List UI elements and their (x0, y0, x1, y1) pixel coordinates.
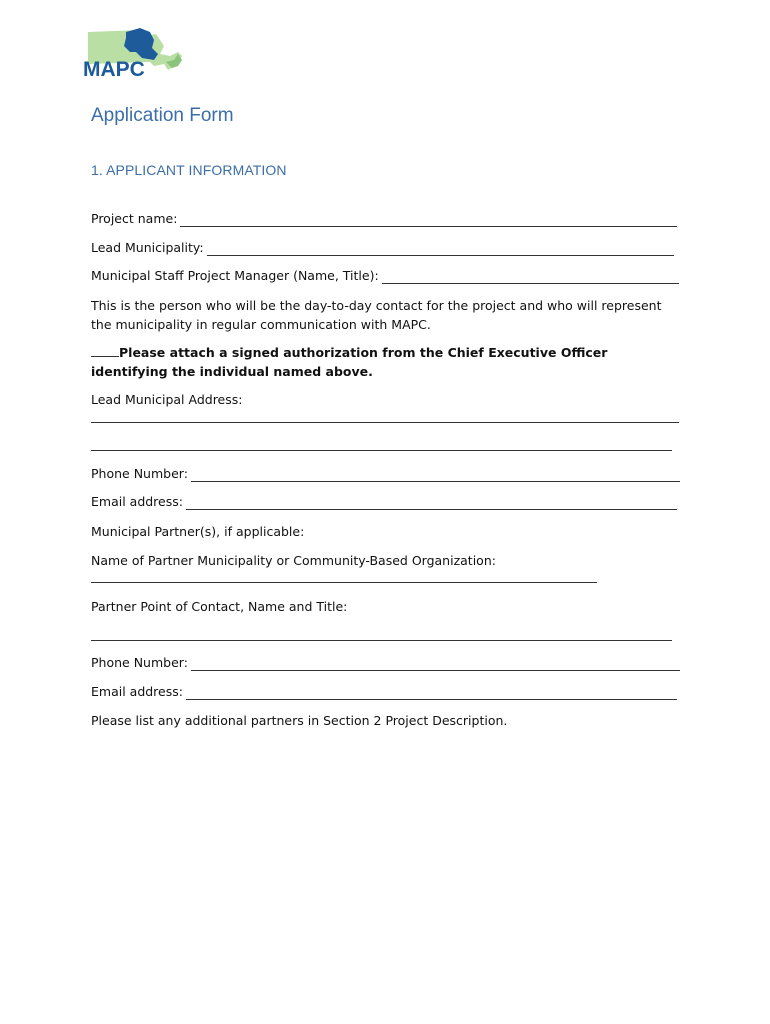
phone-label: Phone Number: (91, 466, 188, 481)
project-name-field[interactable] (180, 213, 677, 227)
staff-manager-field[interactable] (382, 270, 679, 284)
phone-row (91, 466, 680, 482)
additional-partners-note: Please list any additional partners in Section 2 Project Description. (91, 713, 508, 728)
section-heading: 1. APPLICANT INFORMATION (91, 162, 287, 178)
logo-text: MAPC (83, 58, 145, 81)
attach-checkbox-line[interactable] (91, 344, 119, 357)
lead-municipality-row (91, 240, 674, 256)
lead-address-label: Lead Municipal Address: (91, 392, 243, 407)
staff-manager-row (91, 268, 679, 284)
project-name-label: Project name: (91, 211, 178, 226)
partner-email-row (91, 684, 677, 700)
partner-email-field[interactable] (186, 686, 677, 700)
lead-address-line-2[interactable] (91, 450, 672, 451)
partner-name-label: Name of Partner Municipality or Community-Based Organization: (91, 553, 496, 568)
email-field[interactable] (186, 496, 677, 510)
phone-field[interactable] (191, 468, 680, 482)
partner-contact-label: Partner Point of Contact, Name and Title: (91, 599, 348, 614)
lead-municipality-label: Lead Municipality: (91, 240, 204, 255)
massachusetts-map-icon (80, 26, 186, 82)
partner-contact-line[interactable] (91, 640, 672, 641)
lead-municipality-field[interactable] (207, 242, 674, 256)
partner-phone-label: Phone Number: (91, 655, 188, 670)
partner-name-line[interactable] (91, 582, 597, 583)
partner-phone-row (91, 655, 680, 671)
contact-note: This is the person who will be the day-to-day contact for the project and who will represent the municipality in regular communication with MAPC. (91, 298, 662, 332)
mapc-logo (80, 26, 186, 82)
email-row (91, 494, 677, 510)
lead-address-line-1[interactable] (91, 422, 679, 423)
email-label: Email address: (91, 494, 183, 509)
form-title: Application Form (91, 105, 234, 126)
partners-label: Municipal Partner(s), if applicable: (91, 524, 305, 539)
staff-manager-label: Municipal Staff Project Manager (Name, Title): (91, 268, 379, 283)
partner-email-label: Email address: (91, 684, 183, 699)
partner-phone-field[interactable] (191, 657, 680, 671)
attach-note: Please attach a signed authorization from the Chief Executive Officer identifying the individual named above. (91, 345, 608, 379)
attach-note-row (91, 343, 681, 381)
project-name-row (91, 211, 677, 227)
